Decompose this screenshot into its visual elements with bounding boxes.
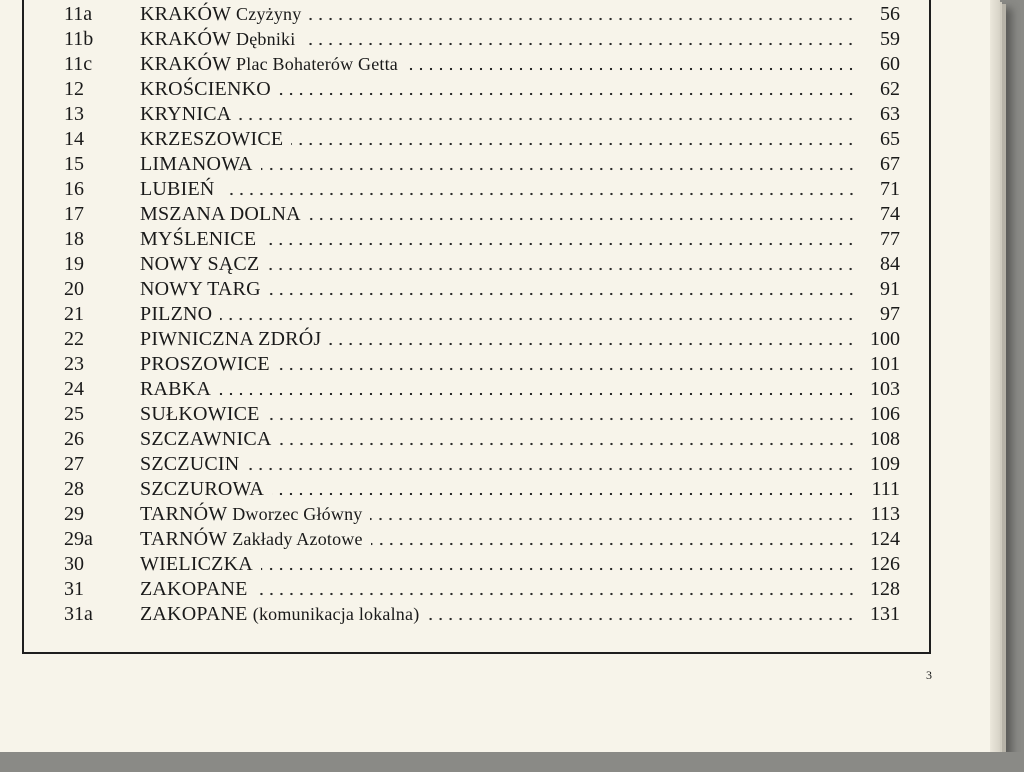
dot-leader: [371, 542, 856, 546]
toc-entry-page: 74: [880, 203, 900, 225]
toc-entry-page: 113: [870, 503, 900, 525]
toc-entry-number: 13: [64, 103, 84, 125]
page-edge: [990, 0, 1000, 752]
dot-leader: [256, 592, 856, 596]
toc-entry-number: 20: [64, 278, 84, 300]
toc-entry-main-title: TARNÓW: [140, 528, 228, 550]
toc-entry-title: KROŚCIENKO: [140, 78, 271, 100]
toc-entry: [64, 351, 900, 375]
toc-entry-title: KRZESZOWICE: [140, 128, 284, 150]
toc-entry-number: 21: [64, 303, 84, 325]
dot-leader: [261, 567, 856, 571]
toc-entry-page: 101: [870, 353, 900, 375]
toc-entry-page: 111: [871, 478, 900, 500]
toc-entry-title: RABKA: [140, 378, 212, 400]
toc-entry-subtitle: Czyżyny: [236, 4, 302, 24]
dot-leader: [219, 392, 856, 396]
toc-entry-title: NOWY SĄCZ: [140, 253, 260, 275]
toc-entry-page: 67: [880, 153, 900, 175]
toc-entry-number: 24: [64, 378, 84, 400]
toc-entry-page: 100: [870, 328, 900, 350]
toc-entry-title: [140, 603, 419, 625]
toc-entry-page: 126: [870, 553, 900, 575]
toc-entry-main-title: TARNÓW: [140, 503, 228, 525]
toc-entry-title: PROSZOWICE: [140, 353, 270, 375]
toc-entry-page: 106: [870, 403, 900, 425]
dot-leader: [303, 42, 856, 46]
toc-entry-subtitle: Dworzec Główny: [232, 504, 363, 524]
toc-entry-number: 31: [64, 578, 84, 600]
toc-entry-page: 103: [870, 378, 900, 400]
dot-leader: [291, 142, 856, 146]
toc-entry-number: 11a: [64, 3, 93, 25]
toc-entry-page: 91: [880, 278, 900, 300]
toc-entry-main-title: KRAKÓW: [140, 53, 231, 75]
toc-entry-number: 11c: [64, 53, 93, 75]
dot-leader: [427, 617, 856, 621]
toc-entry-number: 22: [64, 328, 84, 350]
dot-leader: [220, 317, 856, 321]
toc-entry-number: 26: [64, 428, 84, 450]
toc-entry-subtitle: Zakłady Azotowe: [232, 529, 363, 549]
toc-entry-number: 31a: [64, 603, 93, 625]
toc-entry: [64, 326, 900, 350]
toc-entry-page: 71: [880, 178, 900, 200]
toc-entry: [64, 1, 900, 25]
toc-entry-title: PILZNO: [140, 303, 213, 325]
toc-entry: [64, 401, 900, 425]
toc-entry: [64, 76, 900, 100]
dot-leader: [370, 517, 856, 521]
toc-entry-title: MSZANA DOLNA: [140, 203, 301, 225]
toc-entry-title: MYŚLENICE: [140, 228, 257, 250]
toc-entry-page: 108: [870, 428, 900, 450]
toc-entry-number: 23: [64, 353, 84, 375]
toc-entry: [64, 276, 900, 300]
toc-entry-title: PIWNICZNA ZDRÓJ: [140, 328, 322, 350]
toc-entry-number: 17: [64, 203, 84, 225]
toc-entry: [64, 501, 900, 525]
toc-entry: [64, 201, 900, 225]
toc-entry-page: 65: [880, 128, 900, 150]
dot-leader: [278, 367, 856, 371]
toc-entry-page: 109: [870, 453, 900, 475]
dot-leader: [309, 217, 856, 221]
toc-entry-page: 60: [880, 53, 900, 75]
dot-leader: [309, 17, 856, 21]
toc-entry: [64, 376, 900, 400]
scan-background: [0, 752, 1024, 772]
toc-entry-title: [140, 528, 363, 550]
dot-leader: [264, 242, 856, 246]
toc-entry-number: 29a: [64, 528, 93, 550]
toc-entry-number: 29: [64, 503, 84, 525]
toc-entry-title: SZCZUROWA: [140, 478, 265, 500]
toc-entry-title: KRYNICA: [140, 103, 232, 125]
toc-entry-main-title: KRAKÓW: [140, 3, 231, 25]
toc-entry-number: 27: [64, 453, 84, 475]
toc-entry-title: SZCZUCIN: [140, 453, 240, 475]
toc-entry: [64, 251, 900, 275]
toc-entry-page: 77: [880, 228, 900, 250]
toc-entry-main-title: ZAKOPANE: [140, 603, 248, 625]
dot-leader: [247, 467, 856, 471]
toc-entry-title: SUŁKOWICE: [140, 403, 260, 425]
toc-entry-title: LUBIEŃ: [140, 178, 215, 200]
toc-entry-page: 97: [880, 303, 900, 325]
toc-entry-page: 56: [880, 3, 900, 25]
dot-leader: [267, 267, 856, 271]
toc-entry-subtitle: Dębniki: [236, 29, 296, 49]
toc-entry-page: 84: [880, 253, 900, 275]
dot-leader: [272, 492, 856, 496]
toc-entry: [64, 226, 900, 250]
toc-entry: [64, 26, 900, 50]
toc-entry: [64, 526, 900, 550]
toc-entry-number: 11b: [64, 28, 94, 50]
toc-entry-title: [140, 53, 398, 75]
toc-entry-title: NOWY TARG: [140, 278, 261, 300]
toc-entry-number: 28: [64, 478, 84, 500]
page-number: 3: [926, 668, 932, 682]
toc-entry-subtitle: (komunikacja lokalna): [252, 604, 420, 624]
dot-leader: [329, 342, 856, 346]
toc-entry-title: [140, 503, 362, 525]
toc-entry-number: 30: [64, 553, 84, 575]
toc-entry-title: [140, 28, 295, 50]
toc-entry-number: 19: [64, 253, 84, 275]
toc-entry: [64, 176, 900, 200]
dot-leader: [280, 442, 856, 446]
toc-entry-subtitle: Plac Bohaterów Getta: [236, 54, 398, 74]
toc-entry-page: 62: [880, 78, 900, 100]
toc-entry: [64, 576, 900, 600]
toc-entry: [64, 451, 900, 475]
toc-entry-number: 14: [64, 128, 84, 150]
toc-entry: [64, 301, 900, 325]
dot-leader: [239, 117, 856, 121]
toc-entry: [64, 426, 900, 450]
toc-entry-title: [140, 3, 301, 25]
dot-leader: [406, 67, 856, 71]
toc-entry: [64, 126, 900, 150]
toc-entry-page: 63: [880, 103, 900, 125]
toc-entry-title: LIMANOWA: [140, 153, 253, 175]
toc-entry: [64, 551, 900, 575]
toc-entry-title: WIELICZKA: [140, 553, 253, 575]
toc-entry-number: 16: [64, 178, 84, 200]
dot-leader: [223, 192, 856, 196]
dot-leader: [279, 92, 856, 96]
toc-entry-page: 131: [870, 603, 900, 625]
toc-entry-number: 18: [64, 228, 84, 250]
toc-entry-page: 128: [870, 578, 900, 600]
toc-entry: [64, 601, 900, 625]
toc-entry-number: 15: [64, 153, 84, 175]
toc-entry-title: SZCZAWNICA: [140, 428, 272, 450]
toc-entry: [64, 476, 900, 500]
toc-entry-number: 12: [64, 78, 84, 100]
dot-leader: [269, 292, 856, 296]
toc-entry-page: 124: [870, 528, 900, 550]
toc-entry-number: 25: [64, 403, 84, 425]
toc-entry: [64, 151, 900, 175]
toc-entry-page: 59: [880, 28, 900, 50]
dot-leader: [268, 417, 856, 421]
toc-entry-main-title: KRAKÓW: [140, 28, 231, 50]
toc-entry-title: ZAKOPANE: [140, 578, 248, 600]
dot-leader: [261, 167, 856, 171]
toc-entry: [64, 101, 900, 125]
toc-entry: [64, 51, 900, 75]
